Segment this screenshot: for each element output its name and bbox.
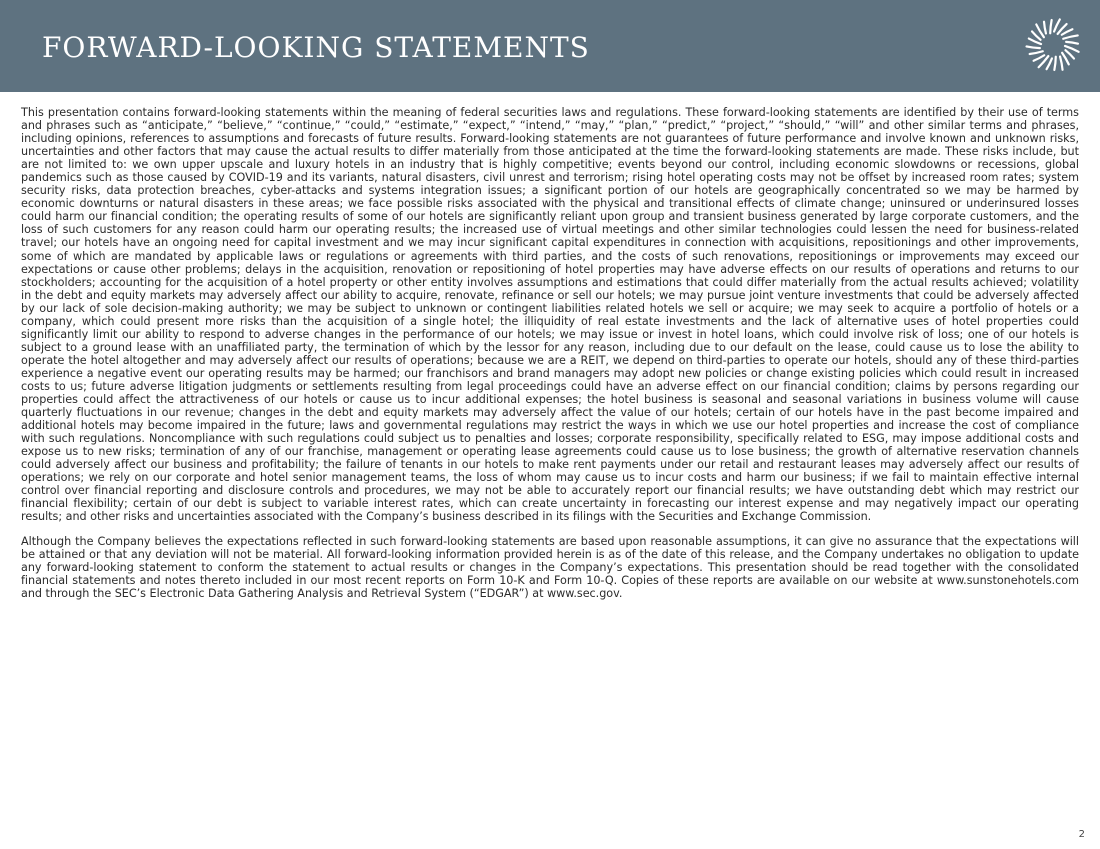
logo-ray <box>1047 58 1052 69</box>
header-bar <box>0 0 1100 92</box>
logo-ray <box>1065 50 1074 58</box>
logo-ray <box>1036 24 1044 37</box>
logo-ray <box>1066 42 1078 44</box>
logo-ray <box>1060 57 1063 70</box>
logo-ray <box>1063 35 1077 38</box>
logo-ray <box>1062 53 1069 65</box>
logo-ray <box>1044 22 1046 34</box>
logo-ray <box>1032 31 1041 39</box>
logo-ray <box>1027 46 1040 48</box>
disclaimer-paragraph-expectations: Although the Company believes the expectations reflected in such forward-looking statements are based upon reasonable assumptions, it can give no assurance that the expectations will be attained or that any deviation will not be material. All forward-looking information provided herein is as of the date of this release, and the Company undertakes no obligation to update any forward-looking statement to conform the statement to actual results or changes in the Company’s expectations. This presentation should be read together with the consolidated financial statements and notes thereto included in our most recent reports on Form 10-K and Form 10-Q. Copies of these reports are available on our website at www.sunstonehotels.com and through the SEC’s Electronic Data Gathering Analysis and Retrieval System (“EDGAR”) at www.sec.gov. <box>21 534 1079 600</box>
logo-ray <box>1050 20 1051 33</box>
logo-ray <box>1030 51 1043 54</box>
logo-ray <box>1034 55 1045 61</box>
disclaimer-paragraph-risks: This presentation contains forward-looking statements within the meaning of federal securities laws and regulations. These forward-looking statements are identified by their use of terms and phrases such as “anticipate,” “believe,” “continue,” “could,” “estimate,” “expect,” “intend,” “may,” “plan,” “predict,” “project,” “should,” “will” and other similar terms and phrases, including opinions, references to assumptions and forecasts of future results. Forward-looking statements are not guarantees of future performance and involve known and unknown risks, uncertainties and other factors that may cause the actual results to differ materially from those anticipated at the time the forward-looking statements are made. These risks include, but are not limited to: we own upper upscale and luxury hotels in an industry that is highly competitive; events beyond our control, including economic slowdowns or recessions, global pandemics such as those caused by COVID-19 and its variants, natural disasters, civil unrest and terrorism; rising hotel operating costs may not be offset by increased room rates; system security risks, data protection breaches, cyber-attacks and systems integration issues; a significant portion of our hotels are geographically concentrated so we may be harmed by economic downturns or natural disasters in these areas; we face possible risks associated with the physical and transitional effects of climate change; uninsured or underinsured losses could harm our financial condition; the operating results of some of our hotels are significantly reliant upon group and transient business generated by large corporate customers, and the loss of such customers for any reason could harm our operating results; the increased use of virtual meetings and other similar technologies could lessen the need for business-related travel; our hotels have an ongoing need for capital investment and we may incur significant capital expenditures in connection with acquisitions, repositionings and other improvements, some of which are mandated by applicable laws or regulations or agreements with third parties, and the costs of such renovations, repositionings or improvements may exceed our expectations or cause other problems; delays in the acquisition, renovation or repositioning of hotel properties may have adverse effects on our results of operations and returns to our stockholders; accounting for the acquisition of a hotel property or other entity involves assumptions and estimations that could differ materially from the actual results achieved; volatility in the debt and equity markets may adversely affect our ability to acquire, renovate, refinance or sell our hotels; we may pursue joint venture investments that could be adversely affected by our lack of sole decision-making authority; we may be subject to unknown or contingent liabilities related hotels we sell or acquire; we may seek to acquire a portfolio of hotels or a company, which could present more risks than the acquisition of a single hotel; the illiquidity of real estate investments and the lack of alternative uses of hotel properties could significantly limit our ability to respond to adverse changes in the performance of our hotels; we may issue or invest in hotel loans, which could involve risk of loss; one of our hotels is subject to a ground lease with an unaffiliated party, the termination of which by the lessor for any reason, including due to our default on the lease, could cause us to lose the ability to operate the hotel altogether and may adversely affect our results of operations; because we are a REIT, we depend on third-parties to operate our hotels, should any of these third-parties experience a negative event our operating results may be harmed; our franchisors and brand managers may adopt new policies or change existing policies which could result in increased costs to us; future adverse litigation judgments or settlements resulting from legal proceedings could have an adverse effect on our financial condition; claims by persons regarding our properties could affect the attractiveness of our hotels or cause us to incur additional expenses; the hotel business is seasonal and seasonal variations in business volume will cause quarterly fluctuations in our revenue; changes in the debt and equity markets may adversely affect the value of our hotels; certain of our hotels have in the past become impaired and additional hotels may become impaired in the future; laws and governmental regulations may restrict the ways in which we use our hotel properties and increase the cost of compliance with such regulations. Noncompliance with such regulations could subject us to penalties and losses; corporate responsibility, specifically related to ESG, may impose additional costs and expose us to new risks; termination of any of our franchise, management or operating lease agreements could cause us to lose business; the growth of alternative reservation channels could adversely affect our business and profitability; the failure of tenants in our hotels to make rent payments under our retail and restaurant leases may adversely affect our results of operations; we rely on our corporate and hotel senior management teams, the loss of whom may cause us to incur costs and harm our business; if we fail to maintain effective internal control over financial reporting and disclosure controls and procedures, we may not be able to accurately report our financial results; we have outstanding debt which may restrict our financial flexibility; certain of our debt is subject to variable interest rates, which can create uncertainty in forecasting our interest expense and may negatively impact our operating results; and other risks and uncertainties associated with the Company’s business described in its filings with the Securities and Exchange Commission. <box>21 106 1079 524</box>
logo-ray <box>1054 19 1060 31</box>
sunburst-logo-icon <box>1024 16 1082 74</box>
logo-ray <box>1062 29 1073 35</box>
logo-ray <box>1054 57 1055 70</box>
page-title: FORWARD-LOOKING STATEMENTS <box>42 31 590 64</box>
disclaimer-body <box>21 106 1079 611</box>
page-number: 2 <box>1078 829 1085 840</box>
